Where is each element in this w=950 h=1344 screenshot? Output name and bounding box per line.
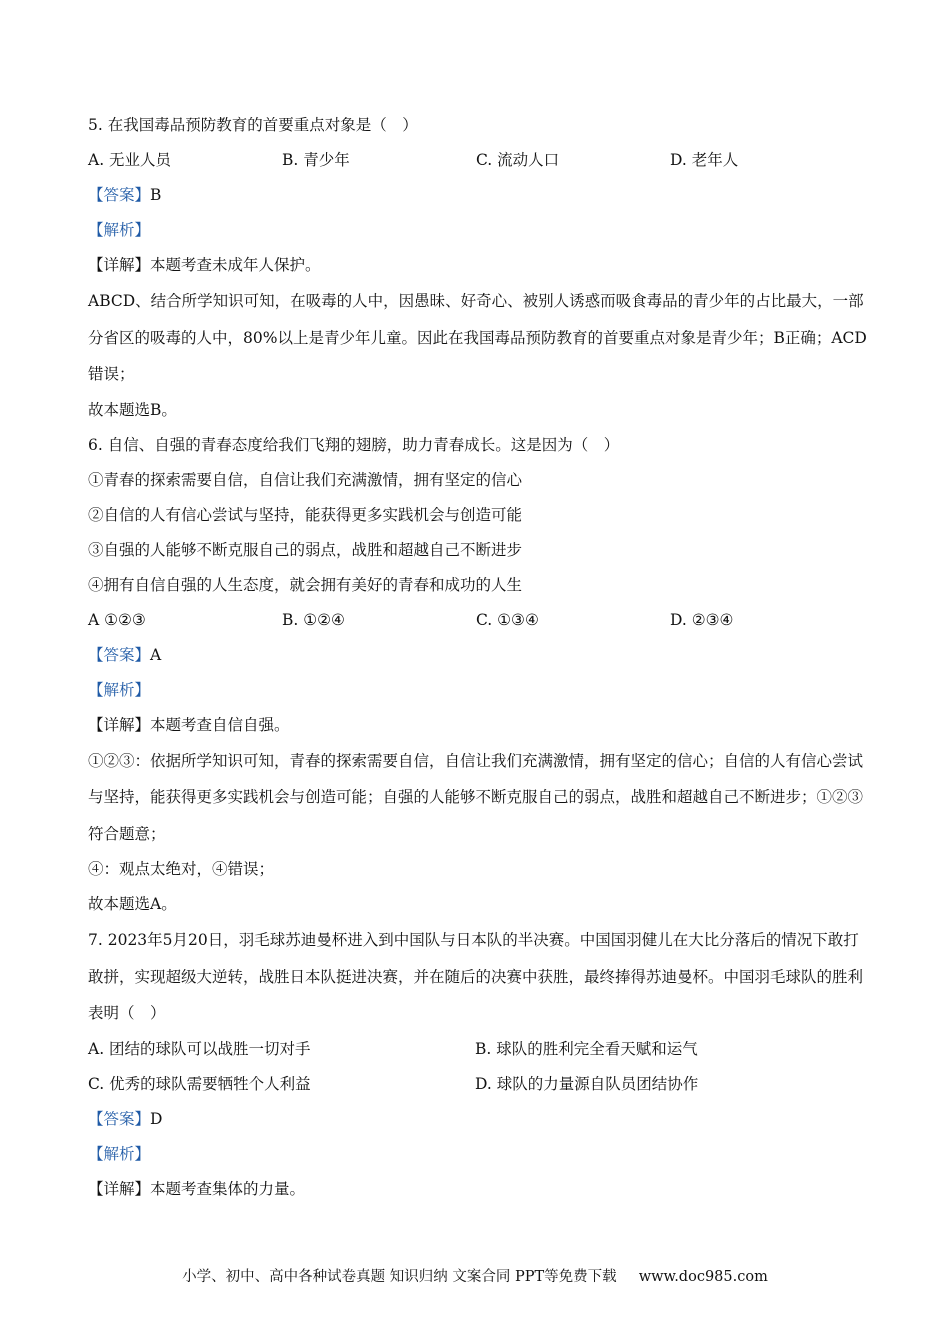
- answer-tag: 【答案】: [88, 645, 151, 664]
- q5-conclusion: 故本题选B。: [88, 400, 177, 419]
- q6-answer: [88, 638, 868, 673]
- q7-detail: 【详解】本题考查集体的力量。: [88, 1179, 306, 1198]
- q5-answer: [88, 178, 868, 213]
- q6-answer-value: A: [150, 645, 162, 664]
- q5-option-b: B. 青少年: [282, 151, 350, 169]
- q5-option-d: D. 老年人: [670, 151, 739, 169]
- q6-options: [88, 603, 868, 638]
- footer-text: 小学、初中、高中各种试卷真题 知识归纳 文案合同 PPT等免费下载: [182, 1269, 617, 1285]
- q6-statement-1: ①青春的探索需要自信，自信让我们充满激情，拥有坚定的信心: [88, 470, 523, 489]
- answer-tag: 【答案】: [88, 186, 151, 204]
- q6-option-d: D. ②③④: [670, 610, 734, 629]
- q6-stem: 6. 自信、自强的青春态度给我们飞翔的翅膀，助力青春成长。这是因为（ ）: [88, 435, 620, 454]
- footer-url[interactable]: www.doc985.com: [638, 1269, 768, 1285]
- q5-stem: 5. 在我国毒品预防教育的首要重点对象是（ ）: [88, 116, 418, 134]
- q5-analysis-tag: 【解析】: [88, 221, 151, 239]
- q5-detail: 【详解】本题考查未成年人保护。: [88, 256, 321, 274]
- q6-statement-4: ④拥有自信自强的人生态度，就会拥有美好的青春和成功的人生: [88, 575, 523, 594]
- q6-statement-3: ③自强的人能够不断克服自己的弱点，战胜和超越自己不断进步: [88, 540, 523, 559]
- q6-statement-2: ②自信的人有信心尝试与坚持，能获得更多实践机会与创造可能: [88, 505, 523, 524]
- q7-option-c: C. 优秀的球队需要牺牲个人利益: [88, 1074, 311, 1093]
- answer-tag: 【答案】: [88, 1109, 151, 1128]
- q7-answer-value: D: [150, 1109, 163, 1128]
- document-page: [88, 108, 868, 1207]
- q7-analysis-tag: 【解析】: [88, 1144, 151, 1163]
- q6-explanation-2: ④：观点太绝对，④错误；: [88, 860, 275, 878]
- q7-answer: [88, 1102, 868, 1137]
- q6-analysis-tag: 【解析】: [88, 680, 151, 699]
- q5-option-c: C. 流动人口: [476, 151, 560, 169]
- page-footer: [0, 1265, 950, 1286]
- q5-answer-value: B: [150, 186, 162, 204]
- q7-option-b: B. 球队的胜利完全看天赋和运气: [475, 1039, 698, 1058]
- q6-conclusion: 故本题选A。: [88, 895, 177, 913]
- q5-option-a: A. 无业人员: [88, 151, 172, 169]
- q5-options: [88, 143, 868, 178]
- q6-explanation: ①②③：依据所学知识可知，青春的探索需要自信，自信让我们充满激情，拥有坚定的信心；自信的人有信心尝试与坚持，能获得更多实践机会与创造可能；自强的人能够不断克服自己的弱点，战胜和超越自己不断进步；①②③符合题意；: [88, 751, 864, 843]
- q6-option-b: B. ①②④: [282, 610, 345, 629]
- q6-option-c: C. ①③④: [476, 610, 539, 629]
- q7-option-a: A. 团结的球队可以战胜一切对手: [88, 1039, 311, 1058]
- q7-option-d: D. 球队的力量源自队员团结协作: [475, 1074, 699, 1093]
- q6-option-a: A ①②③: [88, 610, 146, 629]
- q5-explanation: ABCD、结合所学知识可知，在吸毒的人中，因愚昧、好奇心、被别人诱惑而吸食毒品的青少年的占比最大，一部分省区的吸毒的人中，80%以上是青少年儿童。因此在我国毒品预防教育的首要重点对象是青少年；B正确；ACD错误；: [88, 292, 867, 383]
- q6-detail: 【详解】本题考查自信自强。: [88, 715, 290, 734]
- q7-options-row-1: [88, 1032, 868, 1067]
- q7-options-row-2: [88, 1067, 868, 1102]
- q7-stem: 7. 2023年5月20日，羽毛球苏迪曼杯进入到中国队与日本队的半决赛。中国国羽健儿在大比分落后的情况下敢打敢拼，实现超级大逆转，战胜日本队挺进决赛，并在随后的决赛中获胜，最终捧得苏迪曼杯。中国羽毛球队的胜利表明（ ）: [88, 931, 864, 1022]
